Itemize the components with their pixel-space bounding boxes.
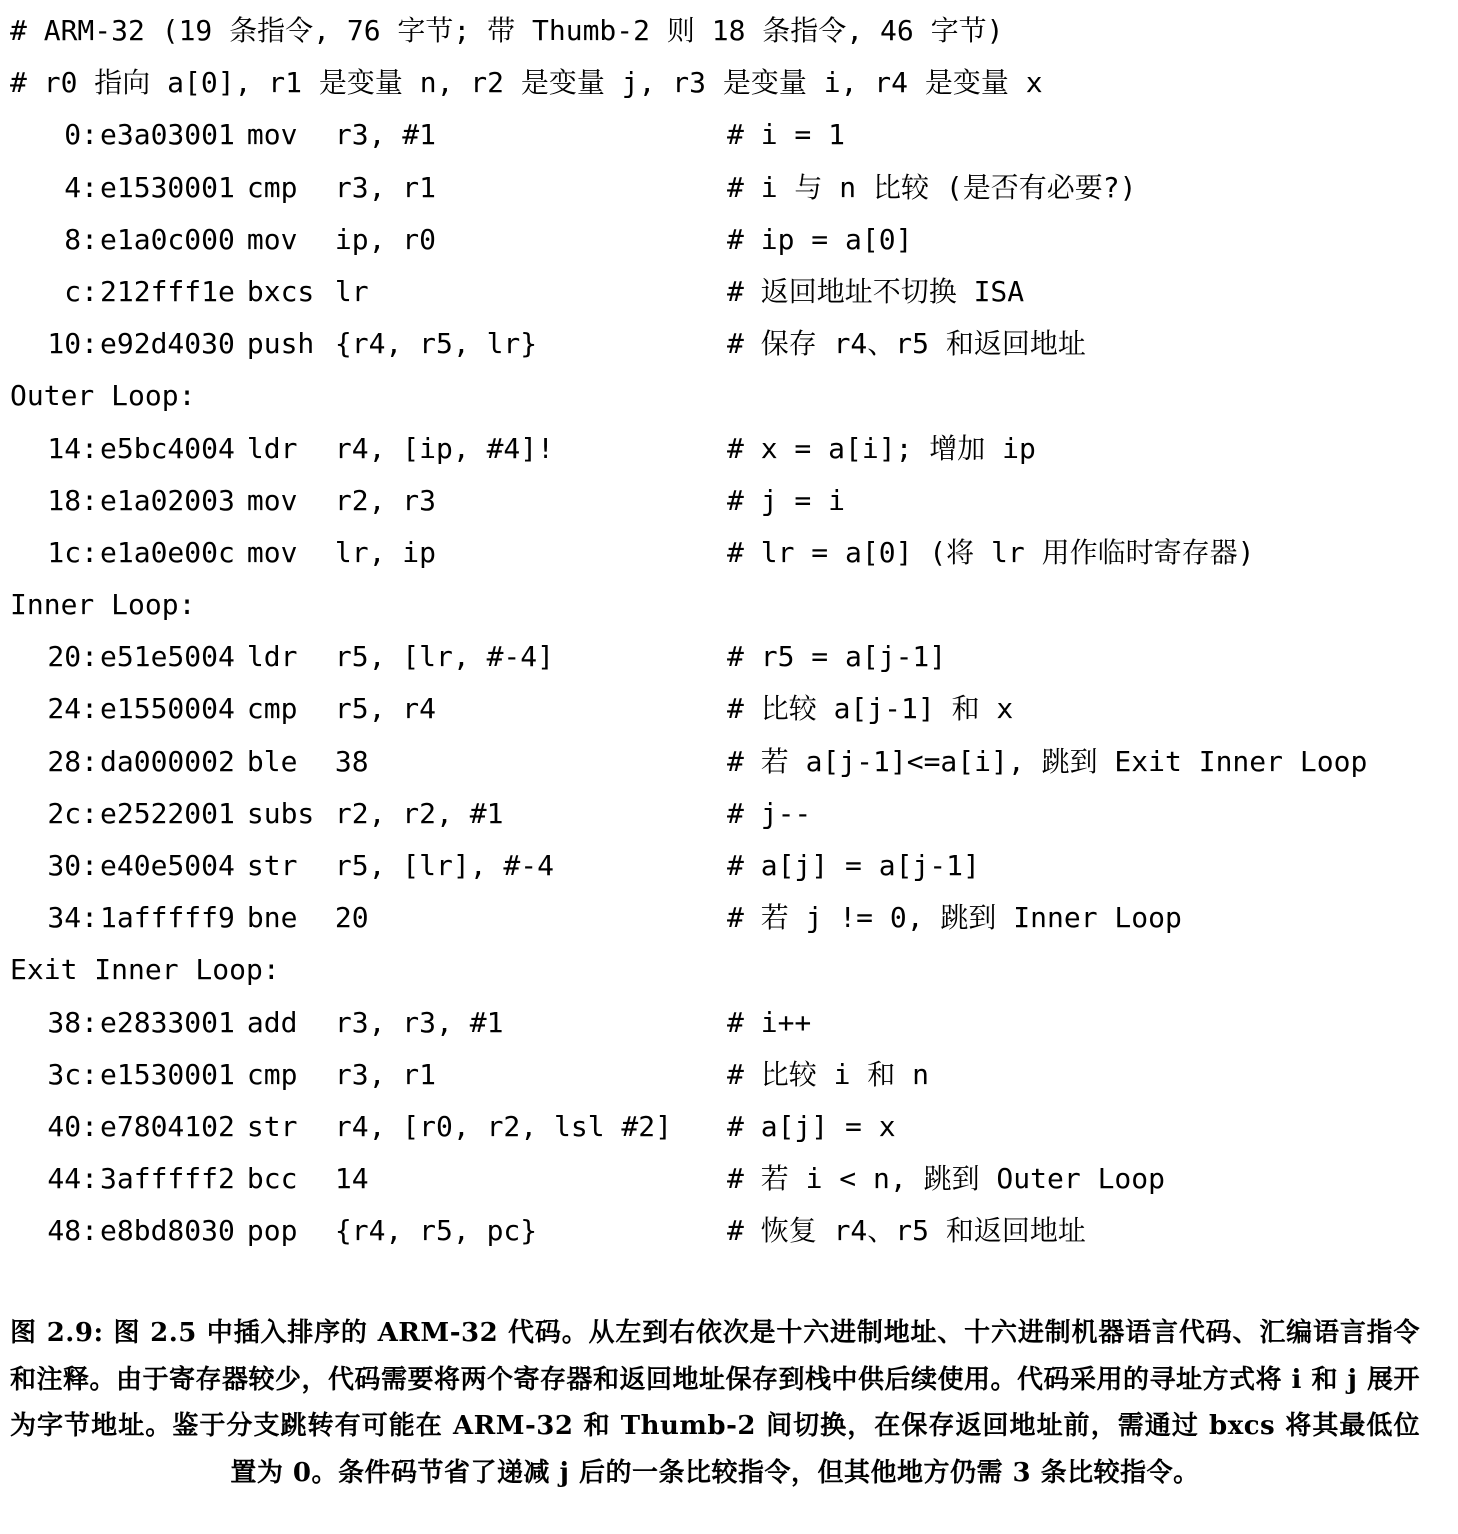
machine-code: e3a03001 (100, 118, 235, 152)
instruction-mnemonic: mov (246, 483, 298, 517)
instruction-address: 44: (47, 1162, 98, 1196)
instruction-comment: # 返回地址不切换 ISA (727, 274, 1025, 308)
instruction-address: 14: (47, 431, 98, 465)
instruction-line (10, 1049, 1450, 1101)
instruction-operands: r2, r2, #1 (334, 796, 504, 830)
caption-text: 图 2.5 中插入排序的 ARM-32 代码。从左到右依次是十六进制地址、十六进制机器语言代码、汇编语言指令和注释。由于寄存器较少，代码需要将两个寄存器和返回地址保存到栈中供后续使用。代码采用的寻址方式将 i 和 j 展开为字节地址。鉴于分支跳转有可能在 ARM-32 和 Thumb-2 间切换，在保存返回地址前，需通过 bxcs 将其最低位置为 0。条件码节省了递减 j 后的一条比较指令，但其他地方仍需 3 条比较指令。 (10, 1318, 1420, 1488)
instruction-mnemonic: subs (246, 796, 315, 830)
instruction-mnemonic: bcc (246, 1162, 298, 1196)
instruction-address: 4: (64, 170, 98, 204)
instruction-address: 3c: (47, 1057, 98, 1091)
instruction-mnemonic: mov (246, 222, 298, 256)
instruction-address: 10: (47, 327, 98, 361)
machine-code: e1a0c000 (100, 222, 235, 256)
instruction-comment: # 比较 i 和 n (727, 1057, 930, 1091)
instruction-comment: # ip = a[0] (727, 222, 913, 256)
instruction-address: 40: (47, 1109, 98, 1143)
instruction-line (10, 892, 1450, 944)
instruction-address: 2c: (47, 796, 98, 830)
instruction-mnemonic: pop (246, 1214, 298, 1248)
machine-code: e1a02003 (100, 483, 235, 517)
instruction-comment: # x = a[i]; 增加 ip (727, 431, 1036, 465)
machine-code: 1afffff9 (100, 901, 235, 935)
instruction-line (10, 423, 1450, 475)
code-lines (10, 109, 1450, 1257)
instruction-address: 24: (47, 692, 98, 726)
machine-code: e8bd8030 (100, 1214, 235, 1248)
instruction-comment: # 若 a[j-1]<=a[i], 跳到 Exit Inner Loop (727, 744, 1368, 778)
code-label-line: Exit Inner Loop: (10, 953, 280, 987)
instruction-comment: # i++ (727, 1005, 812, 1039)
instruction-mnemonic: cmp (246, 692, 298, 726)
machine-code: 212fff1e (100, 274, 235, 308)
instruction-operands: r2, r3 (334, 483, 437, 517)
code-label-line: Inner Loop: (10, 588, 196, 622)
instruction-operands: r3, #1 (334, 118, 437, 152)
instruction-line (10, 1205, 1450, 1257)
instruction-line (10, 788, 1450, 840)
instruction-line (10, 683, 1450, 735)
instruction-mnemonic: ldr (246, 640, 298, 674)
instruction-comment: # 若 j != 0, 跳到 Inner Loop (727, 901, 1182, 935)
instruction-line (10, 840, 1450, 892)
instruction-mnemonic: ble (246, 744, 298, 778)
instruction-mnemonic: cmp (246, 170, 298, 204)
instruction-mnemonic: ldr (246, 431, 298, 465)
instruction-comment: # i = 1 (727, 118, 846, 152)
instruction-comment: # 恢复 r4、r5 和返回地址 (727, 1214, 1086, 1248)
instruction-operands: r5, r4 (334, 692, 437, 726)
instruction-comment: # j = i (727, 483, 846, 517)
instruction-comment: # a[j] = a[j-1] (727, 849, 980, 882)
instruction-operands: lr, ip (334, 535, 437, 569)
machine-code: e92d4030 (100, 327, 235, 361)
machine-code: e1550004 (100, 692, 235, 726)
figure-caption (10, 1310, 1420, 1496)
instruction-mnemonic: bxcs (246, 274, 315, 308)
instruction-address: 0: (64, 118, 98, 152)
instruction-operands: {r4, r5, lr} (334, 327, 538, 361)
instruction-operands: r5, [lr], #-4 (334, 849, 555, 882)
instruction-address: 8: (64, 222, 98, 256)
instruction-operands: lr (334, 274, 369, 308)
instruction-line (10, 266, 1450, 318)
instruction-operands: {r4, r5, pc} (334, 1214, 538, 1248)
instruction-mnemonic: mov (246, 118, 298, 152)
instruction-comment: # 若 i < n, 跳到 Outer Loop (727, 1162, 1166, 1196)
instruction-line (10, 1153, 1450, 1205)
instruction-operands: r3, r1 (334, 1057, 437, 1091)
code-header-line: # r0 指向 a[0], r1 是变量 n, r2 是变量 j, r3 是变量 i, r4 是变量 x (10, 66, 1043, 100)
instruction-line (10, 318, 1450, 370)
instruction-address: c: (64, 274, 98, 308)
code-label-line: Outer Loop: (10, 379, 196, 413)
instruction-address: 20: (47, 640, 98, 674)
instruction-operands: r3, r1 (334, 170, 437, 204)
instruction-line (10, 475, 1450, 527)
instruction-mnemonic: cmp (246, 1057, 298, 1091)
instruction-operands: 38 (334, 744, 369, 778)
instruction-comment: # j-- (727, 796, 812, 830)
code-header-line: # ARM-32 (19 条指令, 76 字节; 带 Thumb-2 则 18 条指令, 46 字节) (10, 14, 1004, 47)
machine-code: e1530001 (100, 170, 235, 204)
instruction-comment: # 比较 a[j-1] 和 x (727, 692, 1014, 726)
instruction-line (10, 997, 1450, 1049)
instruction-operands: 14 (334, 1162, 369, 1196)
instruction-line (10, 736, 1450, 788)
instruction-mnemonic: str (246, 1109, 298, 1143)
instruction-address: 48: (47, 1214, 98, 1248)
instruction-mnemonic: bne (246, 901, 298, 935)
instruction-comment: # a[j] = x (727, 1109, 896, 1143)
machine-code: e5bc4004 (100, 431, 235, 465)
instruction-address: 30: (47, 849, 98, 882)
instruction-address: 34: (47, 901, 98, 935)
instruction-operands: r3, r3, #1 (334, 1005, 504, 1039)
instruction-comment: # r5 = a[j-1] (727, 640, 947, 674)
instruction-address: 28: (47, 744, 98, 778)
instruction-mnemonic: mov (246, 535, 298, 569)
machine-code: e7804102 (100, 1109, 235, 1143)
instruction-line (10, 1101, 1450, 1153)
instruction-mnemonic: str (246, 849, 298, 882)
machine-code: 3afffff2 (100, 1162, 235, 1196)
instruction-comment: # lr = a[0] (将 lr 用作临时寄存器) (727, 535, 1255, 569)
instruction-line (10, 162, 1450, 214)
instruction-operands: r5, [lr, #-4] (334, 640, 555, 674)
instruction-operands: r4, [ip, #4]! (334, 431, 555, 465)
machine-code: e40e5004 (100, 849, 235, 882)
code-listing (10, 5, 1450, 1258)
instruction-mnemonic: add (246, 1005, 298, 1039)
instruction-comment: # i 与 n 比较 (是否有必要?) (727, 170, 1137, 204)
instruction-operands: r4, [r0, r2, lsl #2] (334, 1109, 673, 1143)
instruction-mnemonic: push (246, 327, 315, 361)
machine-code: e2833001 (100, 1005, 235, 1039)
machine-code: e51e5004 (100, 640, 235, 674)
machine-code: e2522001 (100, 796, 235, 830)
instruction-comment: # 保存 r4、r5 和返回地址 (727, 327, 1086, 361)
instruction-line (10, 527, 1450, 579)
instruction-operands: 20 (334, 901, 369, 935)
instruction-operands: ip, r0 (334, 222, 437, 256)
caption-label: 图 2.9: (10, 1318, 104, 1348)
machine-code: e1530001 (100, 1057, 235, 1091)
machine-code: da000002 (100, 744, 235, 778)
instruction-line (10, 109, 1450, 161)
instruction-address: 1c: (47, 535, 98, 569)
instruction-line (10, 214, 1450, 266)
instruction-address: 38: (47, 1005, 98, 1039)
instruction-line (10, 631, 1450, 683)
instruction-address: 18: (47, 483, 98, 517)
machine-code: e1a0e00c (100, 535, 235, 569)
